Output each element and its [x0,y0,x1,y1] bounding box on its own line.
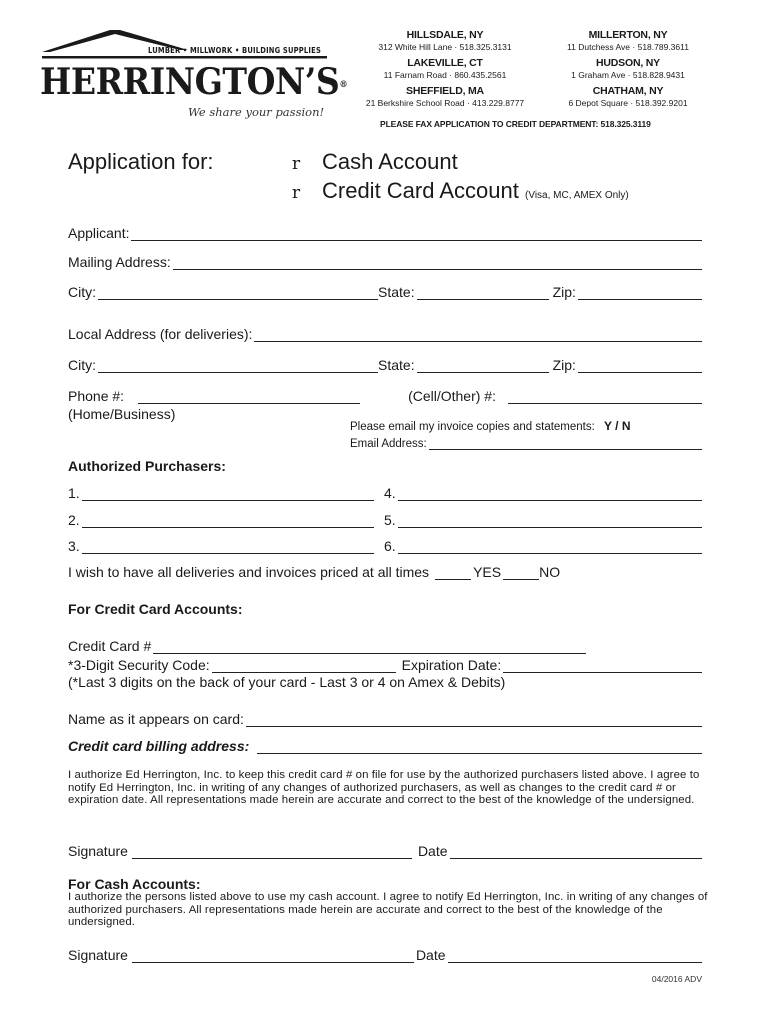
phone-field[interactable] [138,390,360,404]
purchaser-row-5 [384,510,702,528]
pricing-label: I wish to have all deliveries and invoices priced at all times [68,564,430,580]
purchaser-row-1 [68,483,374,501]
cash-authorization-text: I authorize the persons listed above to use my cash account. I agree to notify Ed Herrington, Inc. in writing of any changes of authorized purchasers. All representations made herein are accurate and correct to the best of the knowledge of the undersigned. [68,891,708,929]
credit-card-account-label: Credit Card Account [322,178,519,203]
mailing-row [68,252,702,270]
pricing-no-field[interactable] [503,566,539,580]
city-field-local[interactable] [98,359,378,373]
location-town: MILLERTON, NY [588,29,668,41]
billing-row [68,736,702,754]
location-address: 11 Dutchess Ave · 518.789.3611 [567,42,689,52]
zip-field[interactable] [578,286,702,300]
expiration-label: Expiration Date: [401,657,502,673]
purchaser-field-4[interactable] [398,487,702,501]
zip-label: Zip: [552,284,576,300]
city-row-1 [68,282,702,300]
city-label: City: [68,357,96,373]
city-field[interactable] [98,286,378,300]
home-business-label: (Home/Business) [68,406,176,422]
company-tagline: LUMBER • MILLWORK • BUILDING SUPPLIES [148,46,322,55]
email-preference [350,419,631,433]
credit-authorization-text: I authorize Ed Herrington, Inc. to keep this credit card # on file for use by the authorized purchasers listed above. I agree to notify Ed Herrington, Inc. in writing of any changes of authorized purchasers, as well as changes to the credit card # or expiration date. All representations made herein are accurate and correct to the best of the knowledge of the undersigned. [68,769,700,807]
signature-label: Signature [68,843,128,859]
security-code-note: (*Last 3 digits on the back of your card - Last 3 or 4 on Amex & Debits) [68,674,506,690]
credit-signature-row [68,841,702,859]
state-field-local[interactable] [417,359,549,373]
security-row [68,655,702,673]
state-label: State: [378,284,415,300]
pricing-yes-field[interactable] [435,566,471,580]
purchaser-field-5[interactable] [398,514,702,528]
authorized-purchasers-heading: Authorized Purchasers: [68,458,226,474]
locations-left [355,29,535,113]
zip-field-local[interactable] [578,359,702,373]
pricing-no-label: NO [539,564,561,580]
cell-label: (Cell/Other) #: [408,388,496,404]
state-label: State: [378,357,415,373]
purchaser-number: 5. [384,512,396,528]
pricing-yes-label: YES [473,564,502,580]
name-on-card-field[interactable] [246,713,702,727]
date-label: Date [415,947,446,963]
email-row [350,436,702,450]
cash-heading: For Cash Accounts: [68,876,201,892]
purchaser-number: 1. [68,485,80,501]
location-town: LAKEVILLE, CT [407,57,483,69]
security-code-label: *3-Digit Security Code: [68,657,210,673]
city-label: City: [68,284,96,300]
name-on-card-label: Name as it appears on card: [68,711,244,727]
location-address: 1 Graham Ave · 518.828.9431 [571,70,685,80]
credit-card-field[interactable] [153,640,586,654]
billing-address-field[interactable] [257,740,702,754]
pricing-row [68,562,560,580]
company-logo [40,28,348,123]
phone-row [68,386,702,404]
location-address: 11 Farnam Road · 860.435.2561 [383,70,507,80]
purchaser-number: 2. [68,512,80,528]
email-preference-label: Please email my invoice copies and statements: [350,421,595,433]
purchaser-field-3[interactable] [82,540,374,554]
purchaser-number: 6. [384,538,396,554]
expiration-field[interactable] [503,659,702,673]
zip-label: Zip: [552,357,576,373]
cash-signature-row [68,945,702,963]
credit-date-field[interactable] [450,845,702,859]
location-town: HILLSDALE, NY [406,29,484,41]
cash-signature-field[interactable] [132,949,414,963]
locations-right [538,29,718,113]
cash-date-field[interactable] [448,949,702,963]
cash-account-option[interactable] [292,149,458,175]
credit-card-note: (Visa, MC, AMEX Only) [525,190,629,201]
company-brand: HERRINGTON’S® [40,61,348,103]
purchaser-number: 3. [68,538,80,554]
location-town: SHEFFIELD, MA [406,85,484,97]
credit-card-heading: For Credit Card Accounts: [68,601,243,617]
purchaser-field-1[interactable] [82,487,374,501]
cash-account-label: Cash Account [322,149,458,174]
purchaser-field-6[interactable] [398,540,702,554]
email-address-label: Email Address: [350,438,427,450]
signature-label: Signature [68,947,128,963]
state-field[interactable] [417,286,549,300]
location-town: CHATHAM, NY [592,85,664,97]
phone-label: Phone #: [68,388,125,404]
fax-note: PLEASE FAX APPLICATION TO CREDIT DEPARTMENT: 518.325.3119 [380,119,651,129]
purchaser-number: 4. [384,485,396,501]
location-address: 21 Berkshire School Road · 413.229.8777 [365,98,525,108]
name-on-card-row [68,709,702,727]
purchaser-row-2 [68,510,374,528]
purchaser-row-4 [384,483,702,501]
checkbox-cash[interactable]: r [292,154,301,174]
cell-field[interactable] [508,390,702,404]
checkbox-credit[interactable]: r [292,183,301,203]
city-row-2 [68,355,702,373]
applicant-label: Applicant: [68,225,130,241]
security-code-field[interactable] [212,659,396,673]
purchaser-field-2[interactable] [82,514,374,528]
email-preference-yn[interactable]: Y / N [604,419,631,433]
purchaser-row-3 [68,536,374,554]
billing-address-label: Credit card billing address: [68,738,250,754]
date-label: Date [417,843,448,859]
company-slogan: We share your passion! [188,105,325,119]
mailing-label: Mailing Address: [68,254,171,270]
applicant-field[interactable] [131,227,702,241]
local-address-label: Local Address (for deliveries): [68,326,253,342]
purchaser-row-6 [384,536,702,554]
form-code: 04/2016 ADV [651,974,702,984]
email-address-field[interactable] [429,439,702,450]
credit-card-account-option[interactable] [292,178,629,204]
applicant-row [68,223,702,241]
location-town: HUDSON, NY [596,57,660,69]
location-address: 312 White Hill Lane · 518.325.3131 [378,42,512,52]
mailing-address-field[interactable] [173,256,702,270]
credit-card-row [68,636,586,654]
location-address: 6 Depot Square · 518.392.9201 [568,98,688,108]
credit-signature-field[interactable] [132,845,412,859]
application-for-label: Application for: [68,149,214,174]
local-row [68,324,702,342]
local-address-field[interactable] [254,328,702,342]
credit-card-label: Credit Card # [68,638,152,654]
